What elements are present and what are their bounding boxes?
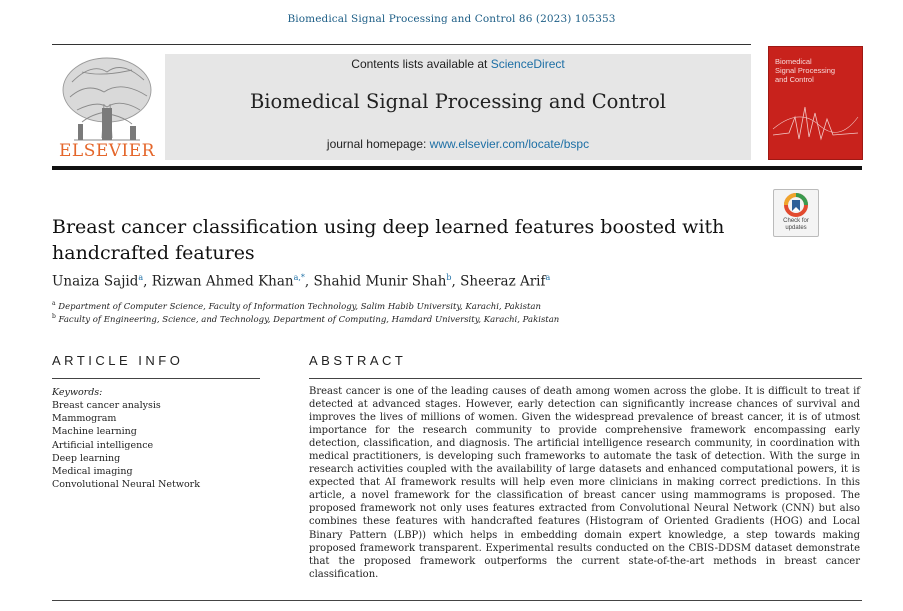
author-separator: , (143, 273, 152, 290)
keyword-item: Machine learning (52, 426, 137, 438)
cover-waveform-graphic (769, 47, 862, 159)
author-separator: , (304, 273, 314, 290)
journal-citation: Biomedical Signal Processing and Control 86 (2023) 105353 (287, 13, 616, 25)
article-info-heading: ARTICLE INFO (52, 353, 184, 368)
sciencedirect-link[interactable]: ScienceDirect (490, 57, 565, 71)
contents-prefix: Contents lists available at (351, 57, 491, 71)
keyword-item: Breast cancer analysis (52, 400, 161, 411)
journal-cover-image (768, 46, 863, 160)
keywords-label: Keywords: (52, 387, 103, 398)
author-name[interactable]: Rizwan Ahmed Khan (151, 273, 294, 290)
journal-banner (165, 54, 751, 160)
check-for-updates-label: Check for updates (783, 218, 809, 231)
affiliation-mark: a (52, 300, 56, 307)
abstract-rule (309, 378, 862, 379)
author-name[interactable]: Unaiza Sajid (52, 273, 139, 290)
affiliation-a (52, 300, 541, 312)
author-affiliation-mark[interactable]: a (545, 273, 551, 282)
article-title: Breast cancer classification using deep learned features boosted with handcrafted features (52, 216, 725, 264)
keyword-item: Mammogram (52, 413, 117, 425)
header-bottom-rule (52, 166, 862, 170)
affiliation-mark: b (52, 313, 56, 320)
contents-line (165, 57, 751, 71)
author-list (52, 273, 550, 290)
affiliation-text: Department of Computer Science, Faculty of Information Technology, Salim Habib University, Karachi, Pakistan (58, 301, 541, 312)
journal-title: Biomedical Signal Processing and Control (249, 90, 667, 113)
affiliation-text: Faculty of Engineering, Science, and Technology, Department of Computing, Hamdard University, Karachi, Pakistan (58, 314, 560, 325)
author-affiliation-mark[interactable]: b (446, 273, 452, 282)
keyword-item: Medical imaging (52, 466, 133, 478)
affiliation-b (52, 313, 559, 325)
cover-title: Biomedical Signal Processing and Control (775, 57, 836, 84)
check-for-updates-icon (774, 191, 818, 219)
homepage-line (165, 137, 751, 151)
author-name[interactable]: Sheeraz Arif (460, 273, 546, 290)
journal-homepage-link[interactable]: www.elsevier.com/locate/bspc (429, 137, 590, 151)
author-affiliation-mark[interactable]: a,* (293, 273, 305, 282)
check-for-updates-button[interactable] (773, 189, 819, 237)
author-separator: , (451, 273, 461, 290)
header-top-rule (52, 44, 751, 45)
footer-rule (52, 600, 862, 601)
keyword-item: Deep learning (52, 452, 121, 464)
abstract-text: Breast cancer is one of the leading causes of death among women across the globe. It is difficult to treat if detected at advanced stages. However, early detection can significantly increase chances of survival and improves the lives of millions of women. Given the widespread prevalence of breast cancer, it is of utmost importance for the research community to provide comprehensive framework encompassing early detection, classification, and diagnosis. The artificial intelligence research community, in coordination with medical practitioners, is developing such frameworks to automate the task of detection. With the surge in research activities coupled with the availability of large datasets and enhanced computational powers, it is expected that AI framework results will help even more clinicians in making correct predictions. In this article, a novel framework for the classification of breast cancer using mammograms is proposed. The proposed framework not only uses features extracted from Convolutional Neural Network (CNN) but also combines these features with handcrafted features (Histogram of Oriented Gradients (HOG) and Local Binary Pattern (LBP)) which helps in embedding domain expert knowledge, a step towards making proposed framework transparent. Experimental results conducted on the CBIS-DDSM dataset demonstrate that the proposed framework outperforms the current state-of-the-art methods in breast cancer classification. (309, 386, 860, 580)
homepage-prefix: journal homepage: (326, 137, 430, 151)
keyword-item: Convolutional Neural Network (52, 479, 200, 491)
elsevier-wordmark: ELSEVIER (59, 141, 155, 161)
keywords-list (52, 399, 200, 491)
abstract-heading: ABSTRACT (309, 353, 407, 368)
author-name[interactable]: Shahid Munir Shah (313, 273, 447, 290)
article-info-rule (52, 378, 260, 379)
keyword-item: Artificial intelligence (52, 439, 154, 451)
author-affiliation-mark[interactable]: a (138, 273, 144, 282)
